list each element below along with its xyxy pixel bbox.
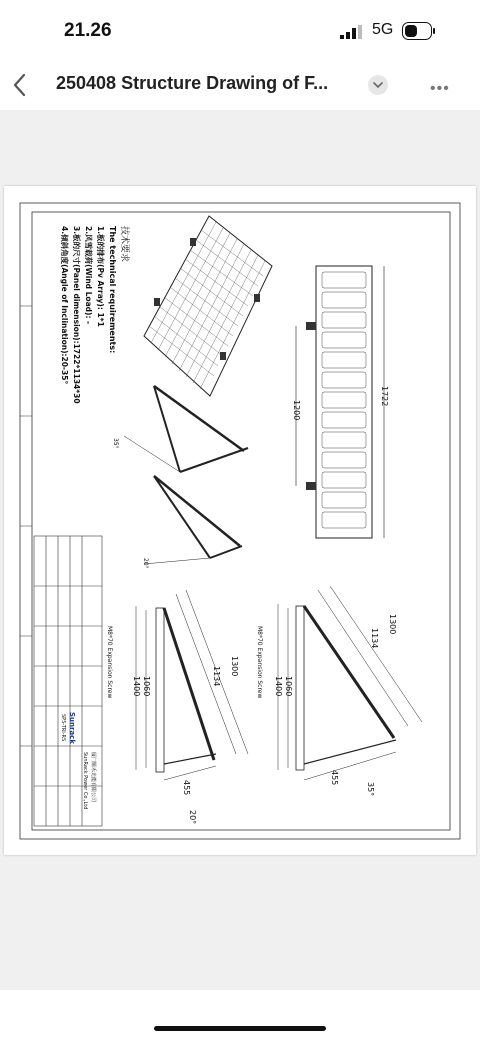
dim-left-1400: 1400 <box>132 676 141 697</box>
screw-label-right: M8*70 Expansion Screw <box>256 626 263 699</box>
dim-right-455: 455 <box>330 770 339 786</box>
dim-right-1134: 1134 <box>370 628 379 649</box>
angle-right-35: 35° <box>366 782 375 797</box>
more-options-button[interactable]: ••• <box>430 80 450 97</box>
network-type: 5G <box>372 21 394 38</box>
signal-icon <box>340 25 362 39</box>
dim-left-1134: 1134 <box>212 666 221 687</box>
title-block-company: Sunrack <box>68 712 76 744</box>
dim-left-1060: 1060 <box>142 676 151 697</box>
dim-top-1722: 1722 <box>380 386 389 407</box>
dim-left-1300: 1300 <box>230 656 239 677</box>
battery-icon <box>402 22 436 40</box>
title-block-company-cn: 厦门顺禾光能有限公司 <box>90 752 96 803</box>
angle-label-20-small: 20° <box>142 558 149 569</box>
dim-right-1400: 1400 <box>274 676 283 697</box>
requirement-2: 2.风雪载荷(Wind Load): - <box>84 226 93 325</box>
requirement-1: 1.板的排布(Pv Array): 1*1 <box>96 226 105 327</box>
drawing-page <box>4 186 476 855</box>
elevation-35-degree <box>278 586 422 780</box>
status-time: 21.26 <box>64 20 112 41</box>
structure-drawing <box>4 186 476 855</box>
dim-left-455: 455 <box>182 780 191 796</box>
requirements-title: The technical requirements: <box>108 226 117 354</box>
angle-label-35-small: 35° <box>112 438 119 449</box>
angle-left-20: 20° <box>188 810 197 825</box>
title-block-company-en: SunRack Power Co.,Ltd <box>82 752 88 810</box>
screw-label-left: M8*70 Expansion Screw <box>106 626 113 699</box>
chevron-left-icon[interactable] <box>10 72 32 98</box>
chevron-down-icon <box>368 75 388 95</box>
elevation-20-degree <box>136 590 248 780</box>
title-block-code: SPS-TRI-RS <box>60 714 66 742</box>
status-bar <box>0 0 480 62</box>
requirements-title-cn: 技术要求 <box>119 226 129 263</box>
triangle-frame-20 <box>144 476 242 564</box>
triangle-frame-35 <box>124 386 248 472</box>
dim-right-1060: 1060 <box>284 676 293 697</box>
requirement-4: 4.倾斜角度(Angle of Inclination):20-35° <box>60 226 69 385</box>
home-indicator[interactable] <box>154 1026 326 1031</box>
panel-top-view <box>296 266 384 538</box>
dim-top-1200: 1200 <box>292 400 301 421</box>
requirement-3: 3.板的尺寸(Panel dimension):1722*1134*30 <box>72 226 81 404</box>
title-dropdown-button[interactable] <box>368 75 388 95</box>
panel-isometric <box>144 216 272 396</box>
dim-right-1300: 1300 <box>388 614 397 635</box>
document-title[interactable]: 250408 Structure Drawing of F... <box>56 73 329 93</box>
